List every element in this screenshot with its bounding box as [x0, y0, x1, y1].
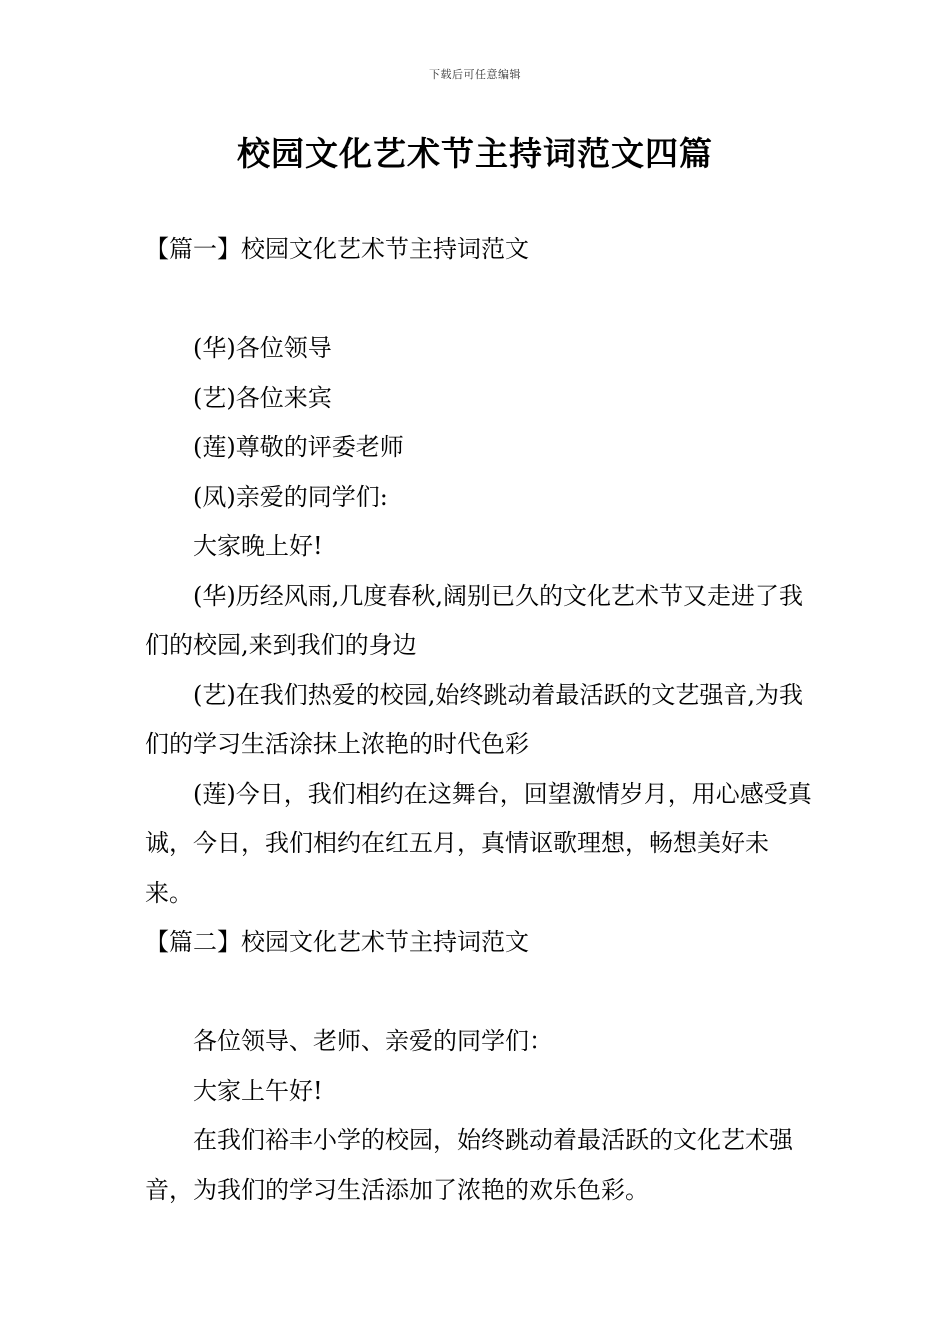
paragraph: (凤)亲爱的同学们: [193, 482, 388, 511]
paragraph: 大家上午好! [193, 1076, 323, 1105]
section-heading-1: 【篇一】校园文化艺术节主持词范文 [145, 235, 529, 263]
header-note: 下载后可任意编辑 [429, 68, 521, 81]
document-body [145, 225, 813, 1215]
paragraph: 各位领导、老师、亲爱的同学们： [193, 1027, 553, 1055]
spacer [145, 968, 813, 1018]
paragraph: (莲)尊敬的评委老师 [193, 433, 404, 461]
paragraph: (华)历经风雨,几度春秋,阔别已久的文化艺术节又走进了我们的校园,来到我们的身边 [145, 581, 803, 659]
paragraph: (华)各位领导 [193, 334, 332, 362]
paragraph: 大家晚上好! [193, 532, 323, 560]
paragraph: (莲)今日，我们相约在这舞台，回望激情岁月，用心感受真诚，今日，我们相约在红五月，真情讴歌理想，畅想美好未来。 [145, 779, 812, 907]
document-title: 校园文化艺术节主持词范文四篇 [237, 134, 713, 173]
paragraph: (艺)在我们热爱的校园,始终跳动着最活跃的文艺强音,为我们的学习生活涂抹上浓艳的时代色彩 [145, 680, 803, 758]
section-heading-2: 【篇二】校园文化艺术节主持词范文 [145, 928, 529, 956]
paragraph: 在我们裕丰小学的校园，始终跳动着最活跃的文化艺术强音，为我们的学习生活添加了浓艳的欢乐色彩。 [145, 1126, 793, 1204]
spacer [145, 275, 813, 325]
paragraph: (艺)各位来宾 [193, 383, 332, 412]
